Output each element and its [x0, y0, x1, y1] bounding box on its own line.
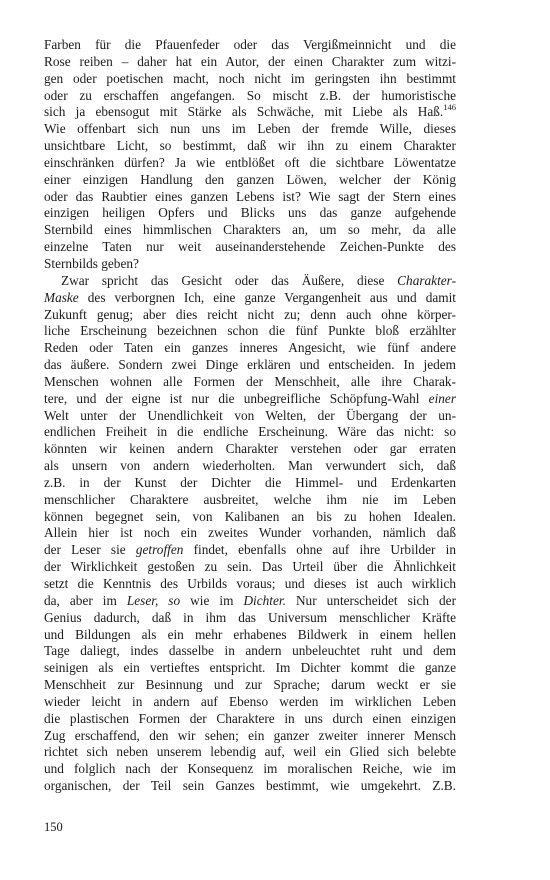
text-line: Menschheit zur Besinnung und zur Sprache; darum weckt er sie [44, 677, 456, 693]
text-line: als unsern von andern wiederholten. Man verwundert sich, daß [44, 458, 456, 474]
italic-segment: Leser, so [126, 592, 181, 608]
text-segment: Nur unterscheidet sich der [285, 592, 456, 608]
text-line: setzt die Kenntnis des Urbilds voraus; und dieses ist auch wirklich [44, 576, 456, 591]
italic-segment: einer [428, 390, 456, 406]
text-line: menschlicher Charaktere ausbreitet, welche ihm nie im Leben [44, 491, 456, 507]
text-line [44, 542, 456, 559]
text-line: Zukunft genug; aber dies reicht nicht zu; denn auch ohne körper- [44, 306, 456, 322]
text-line: gen oder poetischen macht, noch nicht im geringsten ihn bestimmt [44, 70, 456, 86]
text-segment: da, aber im [44, 592, 127, 608]
text-line: Tage daliegt, indes dasselbe in andern unbeleuchtet ruht und dem [44, 643, 456, 659]
text-line: richtet sich neben unserem lebendig auf, weil ein Glied sich belebte [44, 744, 456, 760]
text-line: und folglich nach der Konsequenz im moralischen Reiche, wie im [44, 761, 456, 777]
text-line: Rose reiben – daher hat ein Autor, der einen Charakter zum witzi- [44, 53, 456, 69]
italic-segment: getroffen [135, 542, 184, 558]
text-segment: findet, ebenfalls ohne auf ihre Urbilder in [183, 542, 456, 558]
text-line: Genius dadurch, daß in ihm das Universum menschlicher Kräfte [44, 609, 456, 625]
text-line: und Bildungen als ein mehr erhabenes Bildwerk in einem hellen [44, 626, 456, 642]
text-line: organischen, der Teil sein Ganzes bestimmt, wie umgekehrt. Z.B. [44, 778, 456, 794]
text-line: einzigen heiligen Opfers und Blicks uns das ganze aufgehende [44, 205, 456, 221]
italic-segment: Dichter. [243, 592, 286, 608]
text-line: Welt unter der Unendlichkeit von Welten, der Übergang der un- [44, 407, 456, 423]
text-line: oder das Raubtier eines ganzen Lebens ist? Wie sagt der Stern eines [44, 188, 456, 204]
text-segment: der Leser sie [44, 542, 136, 558]
text-segment: wie im [180, 592, 244, 608]
text-line: könnten wir keinen andern Charakter verstehen oder gar erraten [44, 441, 456, 457]
text-line: der Wirklichkeit gestoßen zu sein. Das Urteil über die Ähnlichkeit [44, 559, 456, 575]
text-line: einschränken dürfen? Ja wie entblößet oft die sichtbare Löwentatze [44, 154, 456, 170]
text-line [44, 290, 456, 307]
text-line: einer einzigen Handlung den ganzen Löwen, welcher der König [44, 171, 456, 187]
text-line: Reden oder Taten ein ganzes inneres Angesicht, wie fünf andere [44, 340, 456, 356]
text-line: z.B. in der Kunst der Dichter die Himmel- und Erdenkarten [44, 474, 456, 490]
italic-segment: Maske [44, 289, 79, 305]
text-line [44, 391, 456, 408]
text-line: Wie offenbart sich nun uns im Leben der fremde Wille, dieses [44, 121, 456, 137]
text-line: endlichen Freiheit in die endliche Erscheinung. Wäre das nicht: so [44, 424, 456, 440]
text-line: Farben für die Pfauenfeder oder das Vergißmeinnicht und die [44, 37, 456, 52]
text-segment: sich ja ebensogut mit Stärke als Schwäche, mit Liebe als Haß. [44, 104, 444, 120]
paragraph-start-line [44, 273, 456, 290]
text-line: können begegnet sein, von Kalibanen an bis zu hohen Idealen. [44, 508, 456, 524]
text-line: das äußere. Sondern zwei Dinge erklären und entscheiden. In jedem [44, 357, 456, 373]
text-segment: des verborgnen Ich, eine ganze Vergangenheit aus und damit [78, 289, 456, 305]
text-line: unsichtbare Licht, so bestimmt, daß wir ihn zu einem Charakter [44, 138, 456, 154]
text-line: Allein hier ist noch ein zweites Wunder vorhanden, nämlich daß [44, 525, 456, 541]
body-text [44, 37, 456, 795]
text-line: oder zu erschaffen angefangen. So mischt z.B. der humoristische [44, 87, 456, 103]
text-line [44, 104, 456, 121]
text-segment: tere, und der eigne ist nur die unbegreifliche Schöpfung-Wahl [44, 390, 429, 406]
text-line: seinigen als ein vertieftes entspricht. Im Dichter kommt die ganze [44, 660, 456, 676]
text-line: die plastischen Formen der Charaktere in uns durch einen einzigen [44, 710, 456, 726]
text-line: liche Erscheinung bezeichnen schon die fünf Punkte bloß erzählter [44, 323, 456, 339]
italic-segment: Charakter- [397, 272, 456, 288]
text-line: Sternbild eines himmlischen Charakters an, um so mehr, da alle [44, 222, 456, 238]
text-line [44, 593, 456, 610]
text-line: Sternbilds geben? [44, 255, 139, 271]
text-line: Zug erschaffend, den wir sehen; ein ganzer zweiter innerer Mensch [44, 727, 456, 743]
text-segment: Zwar spricht das Gesicht oder das Äußere, diese [61, 272, 398, 288]
page-number: 150 [44, 820, 63, 834]
text-line: wieder leicht in andern auf Ebenso werden im wirklichen Leben [44, 693, 456, 709]
footnote-reference: 146 [443, 102, 456, 113]
text-line: Menschen wohnen alle Formen der Menschheit, alle ihre Charak- [44, 373, 456, 389]
text-line: einzelne Taten nur weit auseinanderstehende Zeichen-Punkte des [44, 239, 456, 255]
